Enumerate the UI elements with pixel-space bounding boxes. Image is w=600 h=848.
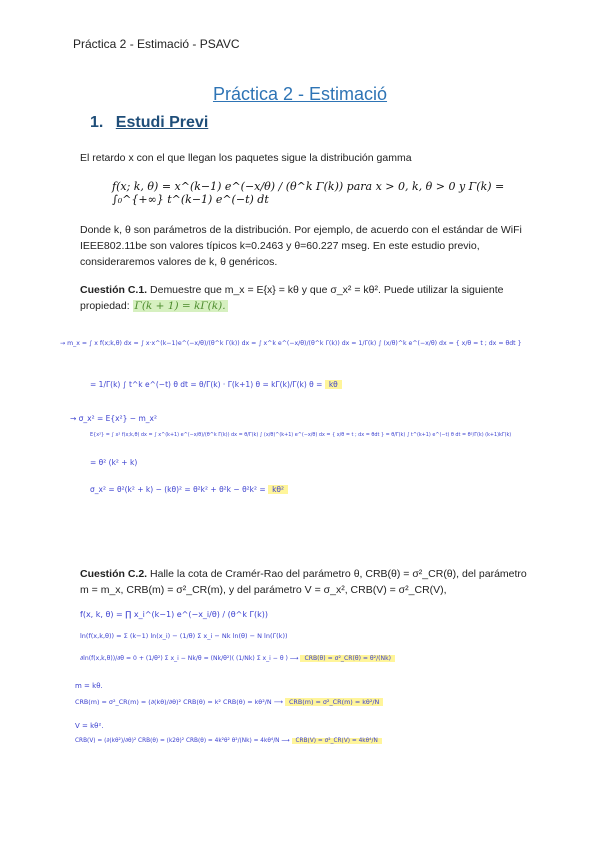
c1-line-6-text: σ_x² = θ²(k² + k) − (kθ)² = θ²k² + θ²k − θ²k² = <box>90 485 266 494</box>
c1-handwriting-line-5: = θ² (k² + k) <box>90 458 138 467</box>
intro-paragraph: El retardo x con el que llegan los paquetes sigue la distribución gamma <box>80 152 412 164</box>
question-c2 <box>80 566 530 598</box>
c1-handwriting-line-4: E{x²} = ∫ x² f(x;k,θ) dx = ∫ x^(k+1) e^(−x/θ)/(θ^k Γ(k)) dx = θ/Γ(k) ∫ (x/θ)^(k+1) e^(−x/θ) dx = { x/θ = t ; dx = θdt } = θ/Γ(k) ∫ t^(k+1) e^(−t) θ dt = θ²/Γ(k) (k+1)kΓ(k) <box>90 432 512 438</box>
c1-handwriting-line-6 <box>90 485 288 494</box>
section-title: Estudi Previ <box>115 114 209 131</box>
donde-paragraph: Donde k, θ son parámetros de la distribución. Por ejemplo, de acuerdo con el estándar de WiFi IEEE802.11be son valores típicos k=0.2463 y θ=60.227 mseg. En este estudio previo, consideraremos valores de k, θ genéricos. <box>80 224 522 268</box>
document-title: Práctica 2 - Estimació <box>212 84 388 104</box>
c2-line-3-text: ∂ln(f(x,k,θ))/∂θ = 0 + (1/θ²) Σ x_i − Nk/θ = (Nk/θ²)( (1/Nk) Σ x_i − θ ) ⟶ <box>80 655 299 662</box>
c2-handwriting-line-7 <box>75 738 382 744</box>
c2-handwriting-line-2: ln(f(x,k,θ)) = Σ (k−1) ln(x_i) − (1/θ) Σ x_i − Nk ln(θ) − N ln(Γ(k)) <box>80 632 288 640</box>
c1-handwriting-line-1: → m_x = ∫ x f(x;k,θ) dx = ∫ x·x^(k−1)e^(−x/θ)/(θ^k Γ(k)) dx = ∫ x^k e^(−x/θ)/(θ^k Γ(k)) dx = 1/Γ(k) ∫ (x/θ)^k e^(−x/θ) dx = { x/θ = t ; dx = θdt } <box>60 340 522 347</box>
gamma-formula: f(x; k, θ) = x^(k−1) e^(−x/θ) / (θ^k Γ(k)) para x > 0, k, θ > 0 y Γ(k) = ∫₀^{+∞} t^(k−1) e^(−t) dt <box>112 180 505 206</box>
gamma-property: Γ(k + 1) = kΓ(k). <box>134 300 226 312</box>
page-header: Práctica 2 - Estimació - PSAVC <box>73 37 240 51</box>
c2-line-5-text: CRB(m) = σ²_CR(m) = (∂(kθ)/∂θ)² CRB(θ) = k² CRB(θ) = kθ²/N ⟶ <box>75 698 283 706</box>
c1-result-variance: kθ² <box>268 485 288 494</box>
c1-handwriting-line-3: → σ_x² = E{x²} − m_x² <box>70 414 157 423</box>
question-c2-text: Halle la cota de Cramér-Rao del parámetro θ, CRB(θ) = σ²_CR(θ), del parámetro m = m_x, CRB(m) = σ²_CR(m), y del parámetro V = σ_x², CRB(V) = σ²_CR(V), <box>80 568 527 596</box>
question-c2-label: Cuestión C.2. <box>80 568 148 580</box>
question-c1 <box>80 282 530 314</box>
section-heading <box>90 114 208 132</box>
c2-line-7-text: CRB(V) = (∂(kθ²)/∂θ)² CRB(θ) = (k2θ)² CRB(θ) = 4k²θ² θ²/(Nk) = 4kθ⁴/N ⟶ <box>75 738 290 744</box>
c1-handwriting-line-2 <box>90 380 342 389</box>
c1-result-mean: kθ <box>325 380 342 389</box>
c2-handwriting-line-1: f(x, k, θ) = ∏ x_i^(k−1) e^(−x_i/θ) / (θ^k Γ(k)) <box>80 610 268 619</box>
c2-result-crb-theta: CRB(θ) = σ²_CR(θ) = θ²/(Nk) <box>300 655 395 662</box>
question-c1-label: Cuestión C.1. <box>80 284 148 296</box>
c2-result-crb-v: CRB(V) = σ²_CR(V) = 4kθ⁴/N <box>292 738 382 744</box>
section-number: 1. <box>90 114 104 131</box>
question-c1-text: Demuestre que m_x = E{x} = kθ y que σ_x² = kθ². Puede utilizar la siguiente propiedad: <box>80 284 504 312</box>
c1-line-2-text: = 1/Γ(k) ∫ t^k e^(−t) θ dt = θ/Γ(k) · Γ(k+1) θ = kΓ(k)/Γ(k) θ = <box>90 380 323 389</box>
c2-handwriting-line-4: m = kθ. <box>75 682 103 690</box>
c2-handwriting-line-5 <box>75 698 383 706</box>
c2-result-crb-m: CRB(m) = σ²_CR(m) = kθ²/N <box>285 698 383 706</box>
c2-handwriting-line-3 <box>80 655 395 662</box>
c2-handwriting-line-6: V = kθ². <box>75 722 104 730</box>
